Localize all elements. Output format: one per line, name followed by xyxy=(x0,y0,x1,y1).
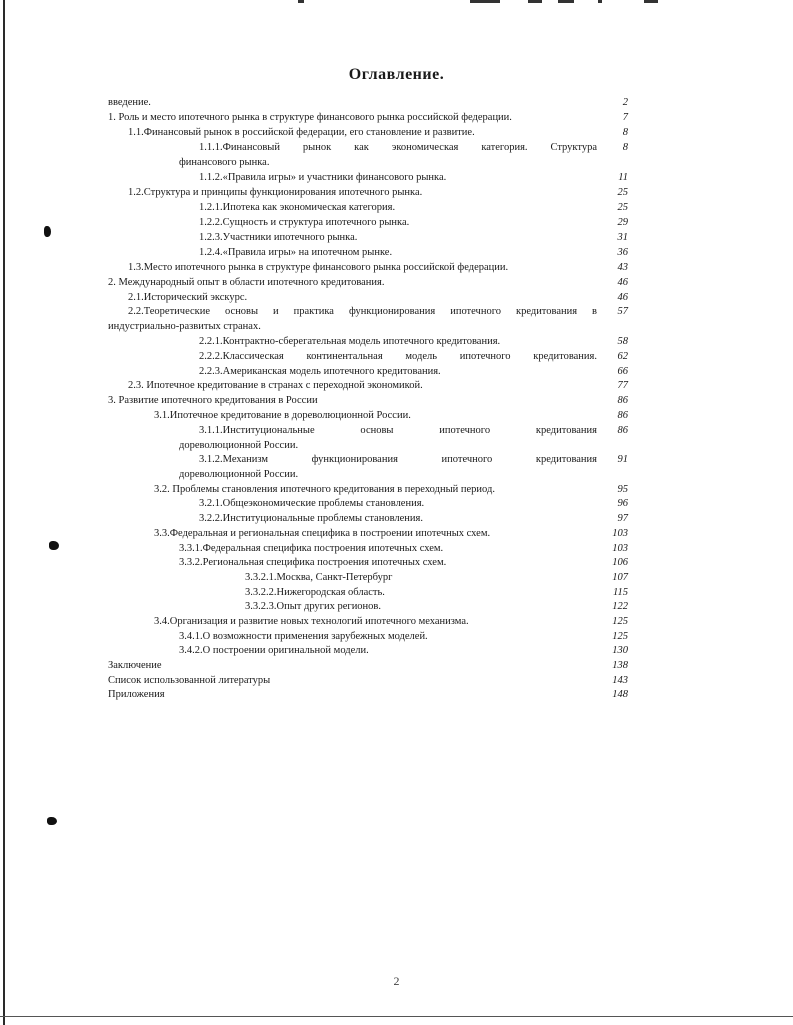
toc-entry-page-number: 86 xyxy=(617,395,628,406)
toc-entry-title: 1.2.Структура и принципы функционирования ипотечного рынка. xyxy=(128,187,423,198)
page-number: 2 xyxy=(393,974,400,988)
toc-entry-title: 3.3.1.Федеральная специфика построения ипотечных схем. xyxy=(179,543,444,554)
toc-entry-title: Приложения xyxy=(108,689,165,700)
toc-entry-title: 1.1.Финансовый рынок в российской федерации, его становление и развитие. xyxy=(128,127,475,138)
toc-entry-title: 1.2.1.Ипотека как экономическая категория. xyxy=(199,202,396,213)
page-title: Оглавление. xyxy=(348,66,445,83)
toc-entry-title: 3.3.Федеральная и региональная специфика в построении ипотечных схем. xyxy=(154,528,491,539)
toc-entry-page-number: 31 xyxy=(617,232,628,243)
toc-entry-title: 2.1.Исторический экскурс. xyxy=(128,292,248,303)
toc-entry-page-number: 29 xyxy=(617,217,628,228)
scan-mark xyxy=(528,0,542,3)
toc-entry-title: 2.2.1.Контрактно-сберегательная модель ипотечного кредитования. xyxy=(199,336,501,347)
toc-entry-page-number: 95 xyxy=(617,484,628,495)
toc-entry-title: 1.2.4.«Правила игры» на ипотечном рынке. xyxy=(199,247,393,258)
scan-edge-bottom xyxy=(0,1016,793,1017)
toc-entry-title: 3.4.1.О возможности применения зарубежных моделей. xyxy=(179,631,428,642)
toc-entry-page-number: 138 xyxy=(612,660,628,671)
toc-entry-title: 3.4.Организация и развитие новых технологий ипотечного механизма. xyxy=(154,616,469,627)
toc-entry-page-number: 115 xyxy=(613,587,628,598)
toc-entry-title: 2.2.Теоретические основы и практика функционирования ипотечного кредитования в xyxy=(128,306,597,317)
toc-entry-page-number: 57 xyxy=(617,306,628,317)
toc-entry-page-number: 2 xyxy=(622,97,628,108)
toc-entry-page-number: 36 xyxy=(617,247,628,258)
toc-entry-title: 3.3.2.3.Опыт других регионов. xyxy=(245,601,382,612)
toc-entry-page-number: 25 xyxy=(617,202,628,213)
toc-entry-page-number: 86 xyxy=(617,410,628,421)
toc-entry-page-number: 143 xyxy=(612,675,628,686)
scan-blot xyxy=(47,817,57,825)
toc-entry-title: 1. Роль и место ипотечного рынка в структуре финансового рынка российской федерации. xyxy=(108,112,512,123)
toc-entry-page-number: 46 xyxy=(617,292,628,303)
toc-entry-page-number: 86 xyxy=(617,425,628,436)
scan-blot xyxy=(49,541,59,550)
toc-entry-page-number: 8 xyxy=(622,127,628,138)
toc-entry-title: 2.2.3.Американская модель ипотечного кредитования. xyxy=(199,366,441,377)
toc-entry-title: 3.3.2.2.Нижегородская область. xyxy=(245,587,385,598)
toc-entry-title: Заключение xyxy=(108,660,162,671)
toc-entry-page-number: 96 xyxy=(617,498,628,509)
toc-entry-page-number: 97 xyxy=(617,513,628,524)
scan-mark xyxy=(598,0,602,3)
scan-mark xyxy=(298,0,304,3)
toc-entry-page-number: 125 xyxy=(612,631,628,642)
toc-entry-title: 1.2.3.Участники ипотечного рынка. xyxy=(199,232,358,243)
toc-entry-title: Список использованной литературы xyxy=(108,675,271,686)
toc-entry-title: 1.1.2.«Правила игры» и участники финансового рынка. xyxy=(199,172,447,183)
toc-entry-title-continuation: индустриально-развитых странах. xyxy=(108,321,261,332)
toc-entry-title: 1.1.1.Финансовый рынок как экономическая категория. Структура xyxy=(199,142,597,153)
scan-blot xyxy=(44,226,51,237)
toc-entry-title: 3.3.2.Региональная специфика построения ипотечных схем. xyxy=(179,557,447,568)
toc-entry-page-number: 11 xyxy=(618,172,628,183)
toc-entry-page-number: 58 xyxy=(617,336,628,347)
toc-entry-page-number: 46 xyxy=(617,277,628,288)
toc-entry-title-continuation: финансового рынка. xyxy=(179,157,270,168)
toc-entry-page-number: 43 xyxy=(617,262,628,273)
toc-entry-title: 3.4.2.О построении оригинальной модели. xyxy=(179,645,369,656)
toc-entry-title: 3.1.2.Механизм функционирования ипотечного кредитования xyxy=(199,454,597,465)
toc-entry-page-number: 8 xyxy=(622,142,628,153)
scan-mark xyxy=(558,0,574,3)
scan-mark xyxy=(644,0,658,3)
toc-entry-page-number: 130 xyxy=(612,645,628,656)
toc-entry-page-number: 107 xyxy=(612,572,628,583)
toc-entry-title: 3.2.1.Общеэкономические проблемы становления. xyxy=(199,498,425,509)
scan-edge-left xyxy=(3,0,5,1025)
toc-entry-page-number: 103 xyxy=(612,543,628,554)
toc-entry-title: 3.1.1.Институциональные основы ипотечного кредитования xyxy=(199,425,597,436)
toc-entry-page-number: 62 xyxy=(617,351,628,362)
toc-entry-page-number: 91 xyxy=(617,454,628,465)
toc-entry-title: 3. Развитие ипотечного кредитования в России xyxy=(108,395,318,406)
toc-entry-page-number: 106 xyxy=(612,557,628,568)
toc-entry-title: 2. Международный опыт в области ипотечного кредитования. xyxy=(108,277,385,288)
toc-entry-title: 1.3.Место ипотечного рынка в структуре финансового рынка российской федерации. xyxy=(128,262,509,273)
toc-entry-page-number: 7 xyxy=(622,112,628,123)
toc-entry-title: 3.1.Ипотечное кредитование в дореволюционной России. xyxy=(154,410,411,421)
toc-entry-title: 3.2.2.Институциональные проблемы становления. xyxy=(199,513,423,524)
toc-entry-title: 3.3.2.1.Москва, Санкт-Петербург xyxy=(245,572,393,583)
toc-entry-title: введение. xyxy=(108,97,151,108)
toc-entry-page-number: 77 xyxy=(617,380,628,391)
toc-entry-page-number: 122 xyxy=(612,601,628,612)
toc-entry-page-number: 25 xyxy=(617,187,628,198)
toc-entry-page-number: 125 xyxy=(612,616,628,627)
toc-entry-page-number: 103 xyxy=(612,528,628,539)
toc-entry-page-number: 148 xyxy=(612,689,628,700)
toc-entry-title: 2.2.2.Классическая континентальная модель ипотечного кредитования. xyxy=(199,351,597,362)
toc-entry-title: 3.2. Проблемы становления ипотечного кредитования в переходный период. xyxy=(154,484,495,495)
toc-entry-page-number: 66 xyxy=(617,366,628,377)
toc-entry-title-continuation: дореволюционной России. xyxy=(179,440,299,451)
scan-mark xyxy=(470,0,500,3)
toc-entry-title: 2.3. Ипотечное кредитование в странах с переходной экономикой. xyxy=(128,380,423,391)
toc-entry-title-continuation: дореволюционной России. xyxy=(179,469,299,480)
toc-entry-title: 1.2.2.Сущность и структура ипотечного рынка. xyxy=(199,217,410,228)
